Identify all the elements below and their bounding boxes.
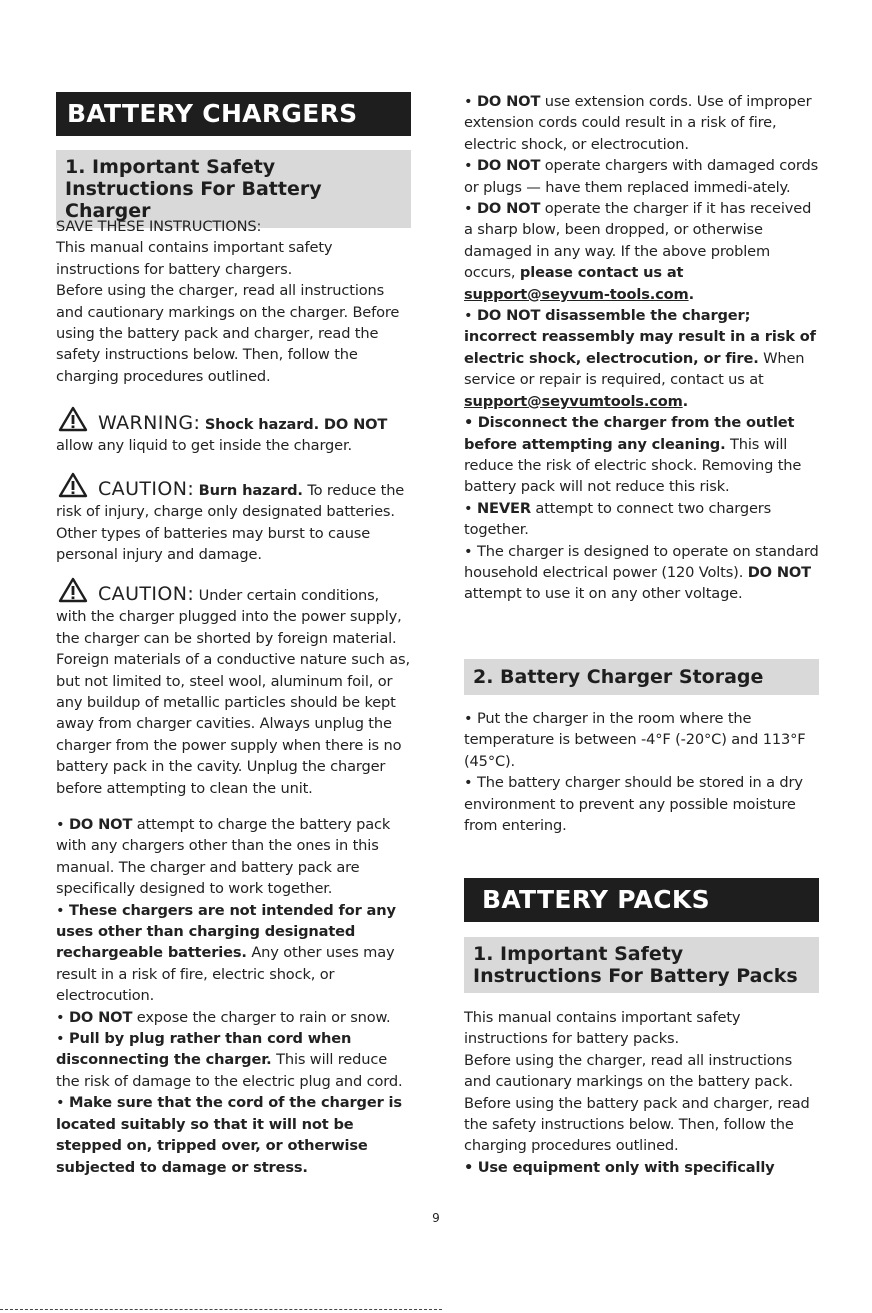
- caution-burn-block: [56, 472, 412, 566]
- packs-before-paragraph: Before using the charger, read all instructions and cautionary markings on the battery pack. Before using the battery pack and charger, read the safety instructions below. Then, follow the charging procedures outlined.: [464, 1051, 810, 1155]
- bullet-item: • Use equipment only with specifically: [464, 1158, 775, 1176]
- battery-chargers-header: BATTERY CHARGERS: [56, 92, 411, 136]
- support-email-link[interactable]: support@seyvumtools.com: [464, 392, 683, 410]
- storage-bullets: [464, 708, 820, 836]
- caution-text: To reduce the risk of injury, charge only designated batteries. Other types of batteries may burst to cause personal injury and damage.: [56, 482, 405, 564]
- bullet-item: • DO NOT disassemble the charger; incorrect reassembly may result in a risk of electric shock, electrocution, or fire. When service or repair is required, contact us at support@seyvumtools.com.: [464, 307, 816, 410]
- bullet-item: • These chargers are not intended for any uses other than charging designated rechargeable batteries. Any other uses may result in a risk of fire, electric shock, or electrocution.: [56, 901, 396, 1005]
- warning-triangle-icon: [58, 406, 88, 432]
- section-1-heading: 1. Important Safety Instructions For Battery Charger: [56, 150, 411, 228]
- support-email-link[interactable]: support@seyvum-tools.com: [464, 285, 689, 303]
- bullet-item: • The battery charger should be stored in a dry environment to prevent any possible moisture from entering.: [464, 774, 803, 835]
- section-2-heading: 2. Battery Charger Storage: [464, 659, 819, 695]
- bullet-item: • DO NOT expose the charger to rain or snow.: [56, 1008, 391, 1026]
- section-1-packs-heading: 1. Important Safety Instructions For Battery Packs: [464, 937, 819, 993]
- warning-text: allow any liquid to get inside the charger.: [56, 437, 352, 455]
- caution-triangle-icon: [58, 472, 88, 498]
- bullet-item: • DO NOT operate the charger if it has received a sharp blow, been dropped, or otherwise damaged in any way. If the above problem occurs, please contact us at support@seyvum-tools.com.: [464, 200, 812, 303]
- battery-packs-header: BATTERY PACKS: [464, 878, 819, 922]
- bullet-item: • DO NOT operate chargers with damaged cords or plugs — have them replaced immedi-ately.: [464, 157, 819, 196]
- intro-paragraph: This manual contains important safety instructions for battery chargers.: [56, 239, 333, 278]
- caution-shorted-block: [56, 577, 412, 799]
- caution-label: CAUTION:: [98, 478, 195, 500]
- caution-triangle-icon: [58, 577, 88, 603]
- caution-bold-text: Burn hazard.: [198, 482, 303, 499]
- page-number: 9: [432, 1211, 440, 1225]
- bullet-item: • Make sure that the cord of the charger is located suitably so that it will not be stepped on, tripped over, or otherwise subjected to damage or stress.: [56, 1094, 402, 1176]
- right-bullets: [464, 91, 820, 605]
- bullet-item: • Pull by plug rather than cord when disconnecting the charger. This will reduce the risk of damage to the electric plug and cord.: [56, 1030, 403, 1090]
- warning-label: WARNING:: [98, 412, 201, 434]
- bullet-item: • DO NOT attempt to charge the battery pack with any chargers other than the ones in this manual. The charger and battery pack are specifically designed to work together.: [56, 816, 391, 898]
- packs-intro-paragraph: This manual contains important safety instructions for battery packs.: [464, 1009, 741, 1048]
- bullet-item: • Put the charger in the room where the temperature is between -4°F (-20°C) and 113°F (45°C).: [464, 710, 806, 770]
- bullet-item: • NEVER attempt to connect two chargers together.: [464, 499, 772, 539]
- caution-label: CAUTION:: [98, 583, 195, 605]
- footer-dashed-line: [0, 1309, 442, 1310]
- warning-bold-text: Shock hazard. DO NOT: [204, 416, 388, 433]
- left-bullets: [56, 814, 412, 1178]
- packs-intro-block: [464, 1007, 820, 1178]
- bullet-item: • Disconnect the charger from the outlet before attempting any cleaning. This will reduce the risk of electric shock. Removing the battery pack will not reduce this risk.: [464, 414, 802, 496]
- save-instructions-block: [56, 216, 412, 387]
- save-heading: SAVE THESE INSTRUCTIONS:: [56, 218, 262, 235]
- before-paragraph: Before using the charger, read all instructions and cautionary markings on the charger. Before using the battery pack and charger, read the safety instructions below. Then, follow the charging procedures outlined.: [56, 282, 400, 385]
- bullet-item: • DO NOT use extension cords. Use of improper extension cords could result in a risk of fire, electric shock, or electrocution.: [464, 93, 812, 153]
- warning-block: [56, 406, 412, 457]
- caution-text: Under certain conditions, with the charger plugged into the power supply, the charger can be shorted by foreign material. Foreign materials of a conductive nature such as, but not limited to, steel wool, aluminum foil, or any buildup of metallic particles should be kept away from charger cavities. Always unplug the charger from the power supply when there is no battery pack in the cavity. Unplug the charger before attempting to clean the unit.: [56, 587, 410, 797]
- bullet-item: • The charger is designed to operate on standard household electrical power (120 Volts). DO NOT attempt to use it on any other voltage.: [464, 542, 819, 603]
